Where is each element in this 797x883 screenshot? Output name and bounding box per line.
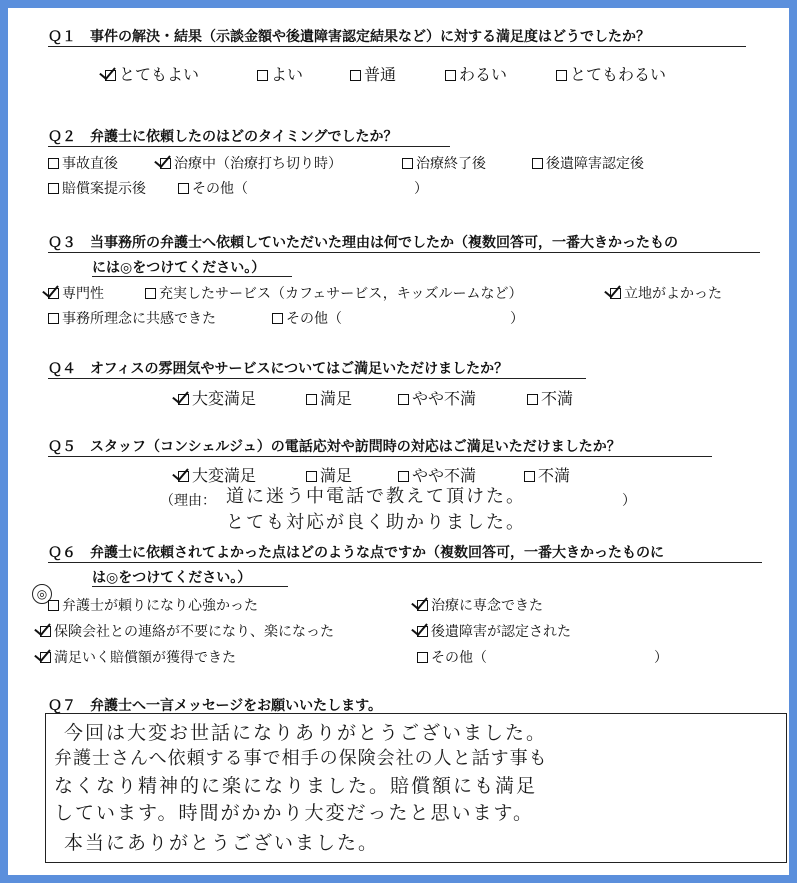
q1-option-normal[interactable] <box>350 62 396 85</box>
checkbox-icon <box>532 158 543 169</box>
q1-option-label: とてもよい <box>119 65 200 84</box>
checkbox-icon <box>417 652 428 663</box>
checkbox-icon <box>445 70 456 81</box>
q4-underline <box>48 378 586 379</box>
checkbox-icon <box>402 158 413 169</box>
q5-option-label: やや不満 <box>412 466 477 485</box>
q6-option-reliable[interactable] <box>48 595 258 615</box>
q6-option-label: 治療に専念できた <box>431 598 543 614</box>
checkbox-checked-icon <box>178 394 189 405</box>
q6-option-disability-certified[interactable] <box>417 621 571 641</box>
q4-option-somewhat-dissatisfied[interactable] <box>398 386 476 409</box>
q2-option-label: 事故直後 <box>62 156 118 172</box>
q7-title: Ｑ７ 弁護士へ一言メッセージをお願いいたします。 <box>48 698 383 714</box>
checkbox-icon <box>398 394 409 405</box>
checkbox-checked-icon <box>40 652 51 663</box>
q4-option-very-satisfied[interactable] <box>178 386 256 409</box>
q6-underline-2 <box>92 586 288 587</box>
double-circle-mark: ◎ <box>32 584 52 604</box>
checkbox-icon <box>48 158 59 169</box>
q2-underline <box>48 146 450 147</box>
checkbox-checked-icon <box>417 626 428 637</box>
q2-option-label: その他（ <box>192 181 248 197</box>
q3-option-label: その他（ <box>286 311 342 327</box>
q1-option-label: 普通 <box>364 65 397 84</box>
q3-option-location[interactable] <box>610 283 722 303</box>
q4-option-label: 大変満足 <box>192 389 257 408</box>
q3-option-label: 専門性 <box>62 286 104 302</box>
q4-option-satisfied[interactable] <box>306 386 352 409</box>
q5-title: Ｑ５ スタッフ（コンシェルジュ）の電話応対や訪問時の対応はご満足いただけましたか？ <box>48 439 621 455</box>
q3-option-philosophy[interactable] <box>48 308 216 328</box>
q2-other-close: ） <box>414 181 428 197</box>
q2-option-after-certification[interactable] <box>532 153 644 173</box>
q5-underline <box>48 456 712 457</box>
message-line: なくなり精神的に楽になりました。賠償額にも満足 <box>54 775 538 797</box>
q2-option-other[interactable] <box>178 178 248 198</box>
message-line: しています。時間がかかり大変だったと思います。 <box>54 802 534 824</box>
message-line: 本当にありがとうございました。 <box>64 832 380 854</box>
checkbox-icon <box>48 600 59 611</box>
q1-option-bad[interactable] <box>445 62 507 85</box>
checkbox-checked-icon <box>610 288 621 299</box>
q2-option-label: 治療終了後 <box>416 156 486 172</box>
q2-option-label: 治療中（治療打ち切り時） <box>174 156 342 172</box>
q6-option-label: 弁護士が頼りになり心強かった <box>62 598 258 614</box>
q2-title: Ｑ２ 弁護士に依頼したのはどのタイミングでしたか？ <box>48 129 398 145</box>
q2-option-label: 後遺障害認定後 <box>546 156 644 172</box>
q4-option-dissatisfied[interactable] <box>527 386 573 409</box>
checkbox-icon <box>306 394 317 405</box>
q6-other-close: ） <box>654 650 668 666</box>
q1-title: Ｑ１ 事件の解決・結果（示談金額や後遺障害認定結果など）に対する満足度はどうでしたか？ <box>48 29 650 45</box>
checkbox-checked-icon <box>40 626 51 637</box>
q1-option-good[interactable] <box>257 62 303 85</box>
checkbox-checked-icon <box>105 70 116 81</box>
q2-option-after-treatment[interactable] <box>402 153 486 173</box>
checkbox-icon <box>524 471 535 482</box>
q1-option-label: わるい <box>459 65 508 84</box>
checkbox-checked-icon <box>178 471 189 482</box>
checkbox-checked-icon <box>417 600 428 611</box>
q6-option-label: 満足いく賠償額が獲得できた <box>54 650 236 666</box>
q3-option-expertise[interactable] <box>48 283 104 303</box>
q3-option-other[interactable] <box>272 308 342 328</box>
q4-option-label: 満足 <box>320 389 353 408</box>
checkbox-icon <box>556 70 567 81</box>
checkbox-checked-icon <box>160 158 171 169</box>
q2-option-after-offer[interactable] <box>48 178 146 198</box>
q3-other-close: ） <box>510 311 524 327</box>
q5-option-label: 不満 <box>538 466 571 485</box>
checkbox-icon <box>350 70 361 81</box>
q2-option-label: 賠償案提示後 <box>62 181 146 197</box>
q1-option-very-good[interactable] <box>105 62 199 85</box>
checkbox-icon <box>145 288 156 299</box>
q6-option-other[interactable] <box>417 647 487 667</box>
message-line: 今回は大変お世話になりありがとうございました。 <box>64 722 548 744</box>
q3-underline-2 <box>92 276 292 277</box>
checkbox-icon <box>306 471 317 482</box>
q3-option-label: 事務所理念に共感できた <box>62 311 216 327</box>
q1-option-label: よい <box>271 65 304 84</box>
checkbox-icon <box>48 313 59 324</box>
q6-option-label: その他（ <box>431 650 487 666</box>
q6-option-focus-treatment[interactable] <box>417 595 543 615</box>
q6-underline-1 <box>48 562 762 563</box>
q5-reason-close: ） <box>622 493 636 509</box>
q1-option-label: とてもわるい <box>570 65 667 84</box>
q6-option-label: 保険会社との連絡が不要になり、楽になった <box>54 624 334 640</box>
checkbox-checked-icon <box>48 288 59 299</box>
checkbox-icon <box>178 183 189 194</box>
q6-option-label: 後遺障害が認定された <box>431 624 571 640</box>
q2-option-during-treatment[interactable] <box>160 153 342 173</box>
checkbox-icon <box>272 313 283 324</box>
checkbox-icon <box>48 183 59 194</box>
q5-option-label: 満足 <box>320 466 353 485</box>
q4-option-label: 不満 <box>541 389 574 408</box>
q3-title-line1: Ｑ３ 当事務所の弁護士へ依頼していただいた理由は何でしたか（複数回答可，一番大きかったもの <box>48 235 678 251</box>
q6-option-no-insurer-contact[interactable] <box>40 621 334 641</box>
q5-reason-label: （理由： <box>160 493 216 509</box>
q3-option-label: 立地がよかった <box>624 286 722 302</box>
q3-title-line2: には◎をつけてください。） <box>92 260 266 276</box>
q5-option-dissatisfied[interactable] <box>524 463 570 486</box>
q1-option-very-bad[interactable] <box>556 62 666 85</box>
checkbox-icon <box>398 471 409 482</box>
q4-option-label: やや不満 <box>412 389 477 408</box>
q3-option-label: 充実したサービス（カフェサービス，キッズルームなど） <box>159 286 523 302</box>
q4-title: Ｑ４ オフィスの雰囲気やサービスについてはご満足いただけましたか？ <box>48 361 509 377</box>
q3-underline-1 <box>48 252 760 253</box>
q5-option-label: 大変満足 <box>192 466 257 485</box>
q5-reason-line1: 道に迷う中電話で教えて頂けた。 <box>226 486 526 507</box>
q2-option-right-after[interactable] <box>48 153 118 173</box>
q6-title-line2: は◎をつけてください。） <box>92 570 252 586</box>
q1-underline <box>48 46 746 47</box>
message-box[interactable] <box>45 713 787 863</box>
message-line: 弁護士さんへ依頼する事で相手の保険会社の人と話す事も <box>54 748 548 769</box>
q6-title-line1: Ｑ６ 弁護士に依頼されてよかった点はどのような点ですか（複数回答可，一番大きかったものに <box>48 545 664 561</box>
checkbox-icon <box>257 70 268 81</box>
q6-option-satisfying-compensation[interactable] <box>40 647 236 667</box>
q5-reason-line2: とても対応が良く助かりました。 <box>226 512 526 533</box>
checkbox-icon <box>527 394 538 405</box>
q3-option-services[interactable] <box>145 283 522 303</box>
